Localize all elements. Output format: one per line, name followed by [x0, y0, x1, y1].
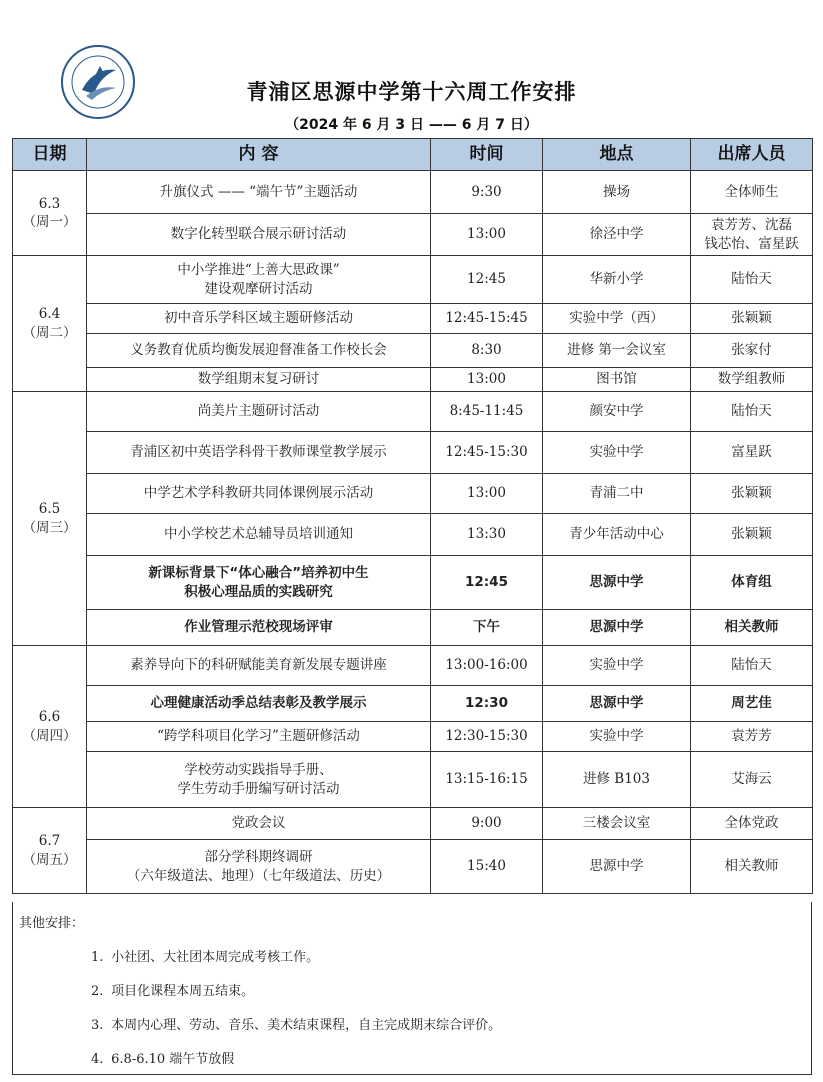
attendees-cell: [691, 432, 813, 474]
attendees-cell: [691, 808, 813, 840]
date-cell: [13, 256, 87, 392]
place-cell: 实验中学: [543, 722, 691, 752]
attendee-line: 全体党政: [724, 815, 779, 832]
content-line: 心理健康活动季总结表彰及教学展示: [150, 695, 367, 712]
time-cell: 8:30: [431, 334, 543, 368]
attendee-line: 张家付: [731, 342, 772, 359]
content-line: （六年级道法、地理）（七年级道法、历史）: [126, 867, 391, 884]
list-number: 1.: [91, 950, 104, 965]
attendees-cell: [691, 686, 813, 722]
list-text: 本周内心理、劳动、音乐、美术结束课程，自主完成期末综合评价。: [111, 1018, 502, 1033]
attendee-line: 体育组: [731, 574, 772, 591]
attendee-line: 全体师生: [724, 183, 779, 200]
attendees-cell: [691, 610, 813, 646]
date-cell: [13, 646, 87, 808]
place-cell: 三楼会议室: [543, 808, 691, 840]
attendees-cell: [691, 368, 813, 392]
time-cell: 下午: [431, 610, 543, 646]
attendee-line: 钱芯怡、富星跃: [704, 235, 799, 252]
content-cell: [87, 808, 431, 840]
content-cell: [87, 474, 431, 514]
attendees-cell: [691, 646, 813, 686]
weekday-value: （周三）: [22, 519, 77, 536]
attendee-line: 袁芳芳: [731, 728, 772, 745]
place-cell: 实验中学（西）: [543, 304, 691, 334]
table-row: [13, 334, 813, 368]
attendee-line: 周艺佳: [731, 695, 772, 712]
content-line: 部分学科期终调研: [204, 849, 313, 866]
time-cell: 13:00: [431, 214, 543, 256]
table-row: [13, 368, 813, 392]
list-item: [91, 1014, 501, 1048]
content-cell: [87, 722, 431, 752]
table-row: [13, 256, 813, 304]
attendees-cell: [691, 392, 813, 432]
attendee-line: 张颖颖: [731, 310, 772, 327]
date-cell: [13, 808, 87, 894]
time-cell: 12:45: [431, 256, 543, 304]
content-cell: [87, 392, 431, 432]
content-line: 青浦区初中英语学科骨干教师课堂教学展示: [130, 444, 387, 461]
content-cell: [87, 304, 431, 334]
table-row: [13, 214, 813, 256]
time-cell: 9:30: [431, 171, 543, 214]
content-line: 尚美片主题研讨活动: [197, 403, 320, 420]
table-row: [13, 808, 813, 840]
attendee-line: 张颖颖: [731, 485, 772, 502]
attendee-line: 相关教师: [724, 858, 779, 875]
header-place: 地点: [543, 139, 691, 171]
attendees-cell: [691, 171, 813, 214]
content-cell: [87, 214, 431, 256]
list-number: 2.: [91, 984, 104, 999]
weekday-value: （周二）: [22, 324, 77, 341]
content-cell: [87, 686, 431, 722]
place-cell: 青少年活动中心: [543, 514, 691, 556]
other-arrangements-list: [91, 946, 501, 1082]
attendees-cell: [691, 514, 813, 556]
weekday-value: （周五）: [22, 851, 77, 868]
content-cell: [87, 171, 431, 214]
time-cell: 8:45-11:45: [431, 392, 543, 432]
content-cell: [87, 646, 431, 686]
other-arrangements: [12, 902, 812, 1075]
attendee-line: 富星跃: [731, 444, 772, 461]
header-content: 内 容: [87, 139, 431, 171]
date-value: 6.7: [38, 833, 61, 850]
content-line: 建设观摩研讨活动: [204, 280, 313, 297]
list-number: 3.: [91, 1018, 104, 1033]
content-line: 党政会议: [231, 815, 286, 832]
date-range-subtitle: （2024 年 6 月 3 日 —— 6 月 7 日）: [285, 117, 538, 133]
table-row: [13, 556, 813, 610]
place-cell: 实验中学: [543, 646, 691, 686]
attendees-cell: [691, 722, 813, 752]
content-line: 学校劳动实践指导手册、: [184, 762, 333, 779]
content-cell: [87, 556, 431, 610]
time-cell: 13:30: [431, 514, 543, 556]
attendee-line: 陆怡天: [731, 271, 772, 288]
table-row: [13, 722, 813, 752]
schedule-table: [12, 138, 813, 894]
date-cell: [13, 171, 87, 256]
content-line: 数字化转型联合展示研讨活动: [170, 226, 347, 243]
place-cell: 操场: [543, 171, 691, 214]
attendee-line: 袁芳芳、沈磊: [711, 217, 792, 234]
content-cell: [87, 256, 431, 304]
list-item: [91, 1048, 501, 1082]
attendee-line: 艾海云: [731, 771, 772, 788]
date-value: 6.4: [38, 306, 61, 323]
time-cell: 13:15-16:15: [431, 752, 543, 808]
content-cell: [87, 368, 431, 392]
time-cell: 12:45-15:30: [431, 432, 543, 474]
date-value: 6.5: [38, 501, 61, 518]
attendees-cell: [691, 840, 813, 894]
header-time: 时间: [431, 139, 543, 171]
weekday-value: （周四）: [22, 727, 77, 744]
time-cell: 9:00: [431, 808, 543, 840]
attendees-cell: [691, 214, 813, 256]
table-row: [13, 646, 813, 686]
time-cell: 12:45-15:45: [431, 304, 543, 334]
place-cell: 徐泾中学: [543, 214, 691, 256]
attendee-line: 陆怡天: [731, 657, 772, 674]
attendees-cell: [691, 304, 813, 334]
table-row: [13, 432, 813, 474]
list-text: 项目化课程本周五结束。: [111, 984, 255, 999]
place-cell: 思源中学: [543, 686, 691, 722]
list-number: 4.: [91, 1052, 104, 1067]
place-cell: 思源中学: [543, 840, 691, 894]
content-line: 升旗仪式 —— “端午节”主题活动: [159, 183, 358, 200]
content-line: 积极心理品质的实践研究: [184, 583, 333, 600]
content-cell: [87, 334, 431, 368]
time-cell: 13:00: [431, 474, 543, 514]
table-row: [13, 840, 813, 894]
place-cell: 华新小学: [543, 256, 691, 304]
content-line: 中小学推进“上善大思政课”: [177, 262, 340, 279]
content-line: 学生劳动手册编写研讨活动: [177, 780, 340, 797]
time-cell: 12:30-15:30: [431, 722, 543, 752]
attendees-cell: [691, 474, 813, 514]
content-line: “跨学科项目化学习”主题研修活动: [157, 728, 360, 745]
place-cell: 进修 第一会议室: [543, 334, 691, 368]
content-cell: [87, 610, 431, 646]
list-item: [91, 980, 501, 1014]
attendees-cell: [691, 256, 813, 304]
place-cell: 实验中学: [543, 432, 691, 474]
time-cell: 12:30: [431, 686, 543, 722]
table-row: [13, 514, 813, 556]
time-cell: 15:40: [431, 840, 543, 894]
header-attendees: 出席人员: [691, 139, 813, 171]
attendees-cell: [691, 752, 813, 808]
time-cell: 12:45: [431, 556, 543, 610]
table-row: [13, 686, 813, 722]
date-cell: [13, 392, 87, 646]
table-row: [13, 752, 813, 808]
attendees-cell: [691, 334, 813, 368]
list-text: 6.8-6.10 端午节放假: [111, 1052, 235, 1067]
place-cell: 青浦二中: [543, 474, 691, 514]
place-cell: 思源中学: [543, 610, 691, 646]
place-cell: 颜安中学: [543, 392, 691, 432]
time-cell: 13:00-16:00: [431, 646, 543, 686]
table-row: [13, 392, 813, 432]
content-line: 新课标背景下“体心融合”培养初中生: [148, 565, 369, 582]
attendee-line: 相关教师: [724, 619, 779, 636]
content-cell: [87, 432, 431, 474]
table-header-row: [13, 139, 813, 171]
content-line: 中学艺术学科教研共同体课例展示活动: [143, 485, 374, 502]
table-row: [13, 610, 813, 646]
attendees-cell: [691, 556, 813, 610]
list-text: 小社团、大社团本周完成考核工作。: [111, 950, 320, 965]
table-row: [13, 304, 813, 334]
table-row: [13, 171, 813, 214]
content-cell: [87, 752, 431, 808]
date-value: 6.6: [38, 709, 61, 726]
content-line: 作业管理示范校现场评审: [184, 619, 333, 636]
place-cell: 思源中学: [543, 556, 691, 610]
schedule-body: [13, 171, 813, 894]
content-cell: [87, 514, 431, 556]
other-arrangements-label: 其他安排：: [19, 916, 85, 931]
table-row: [13, 474, 813, 514]
content-line: 素养导向下的科研赋能美育新发展专题讲座: [130, 657, 387, 674]
place-cell: 图书馆: [543, 368, 691, 392]
content-line: 中小学校艺术总辅导员培训通知: [164, 526, 353, 543]
attendee-line: 数学组教师: [717, 371, 786, 388]
content-line: 数学组期末复习研讨: [197, 371, 320, 388]
attendee-line: 陆怡天: [731, 403, 772, 420]
header-date: 日期: [13, 139, 87, 171]
date-value: 6.3: [38, 195, 61, 212]
attendee-line: 张颖颖: [731, 526, 772, 543]
content-line: 初中音乐学科区域主题研修活动: [164, 310, 353, 327]
page-title: 青浦区思源中学第十六周工作安排: [246, 80, 577, 104]
content-cell: [87, 840, 431, 894]
weekday-value: （周一）: [22, 214, 77, 230]
list-item: [91, 946, 501, 980]
place-cell: 进修 B103: [543, 752, 691, 808]
content-line: 义务教育优质均衡发展迎督准备工作校长会: [130, 342, 387, 359]
time-cell: 13:00: [431, 368, 543, 392]
